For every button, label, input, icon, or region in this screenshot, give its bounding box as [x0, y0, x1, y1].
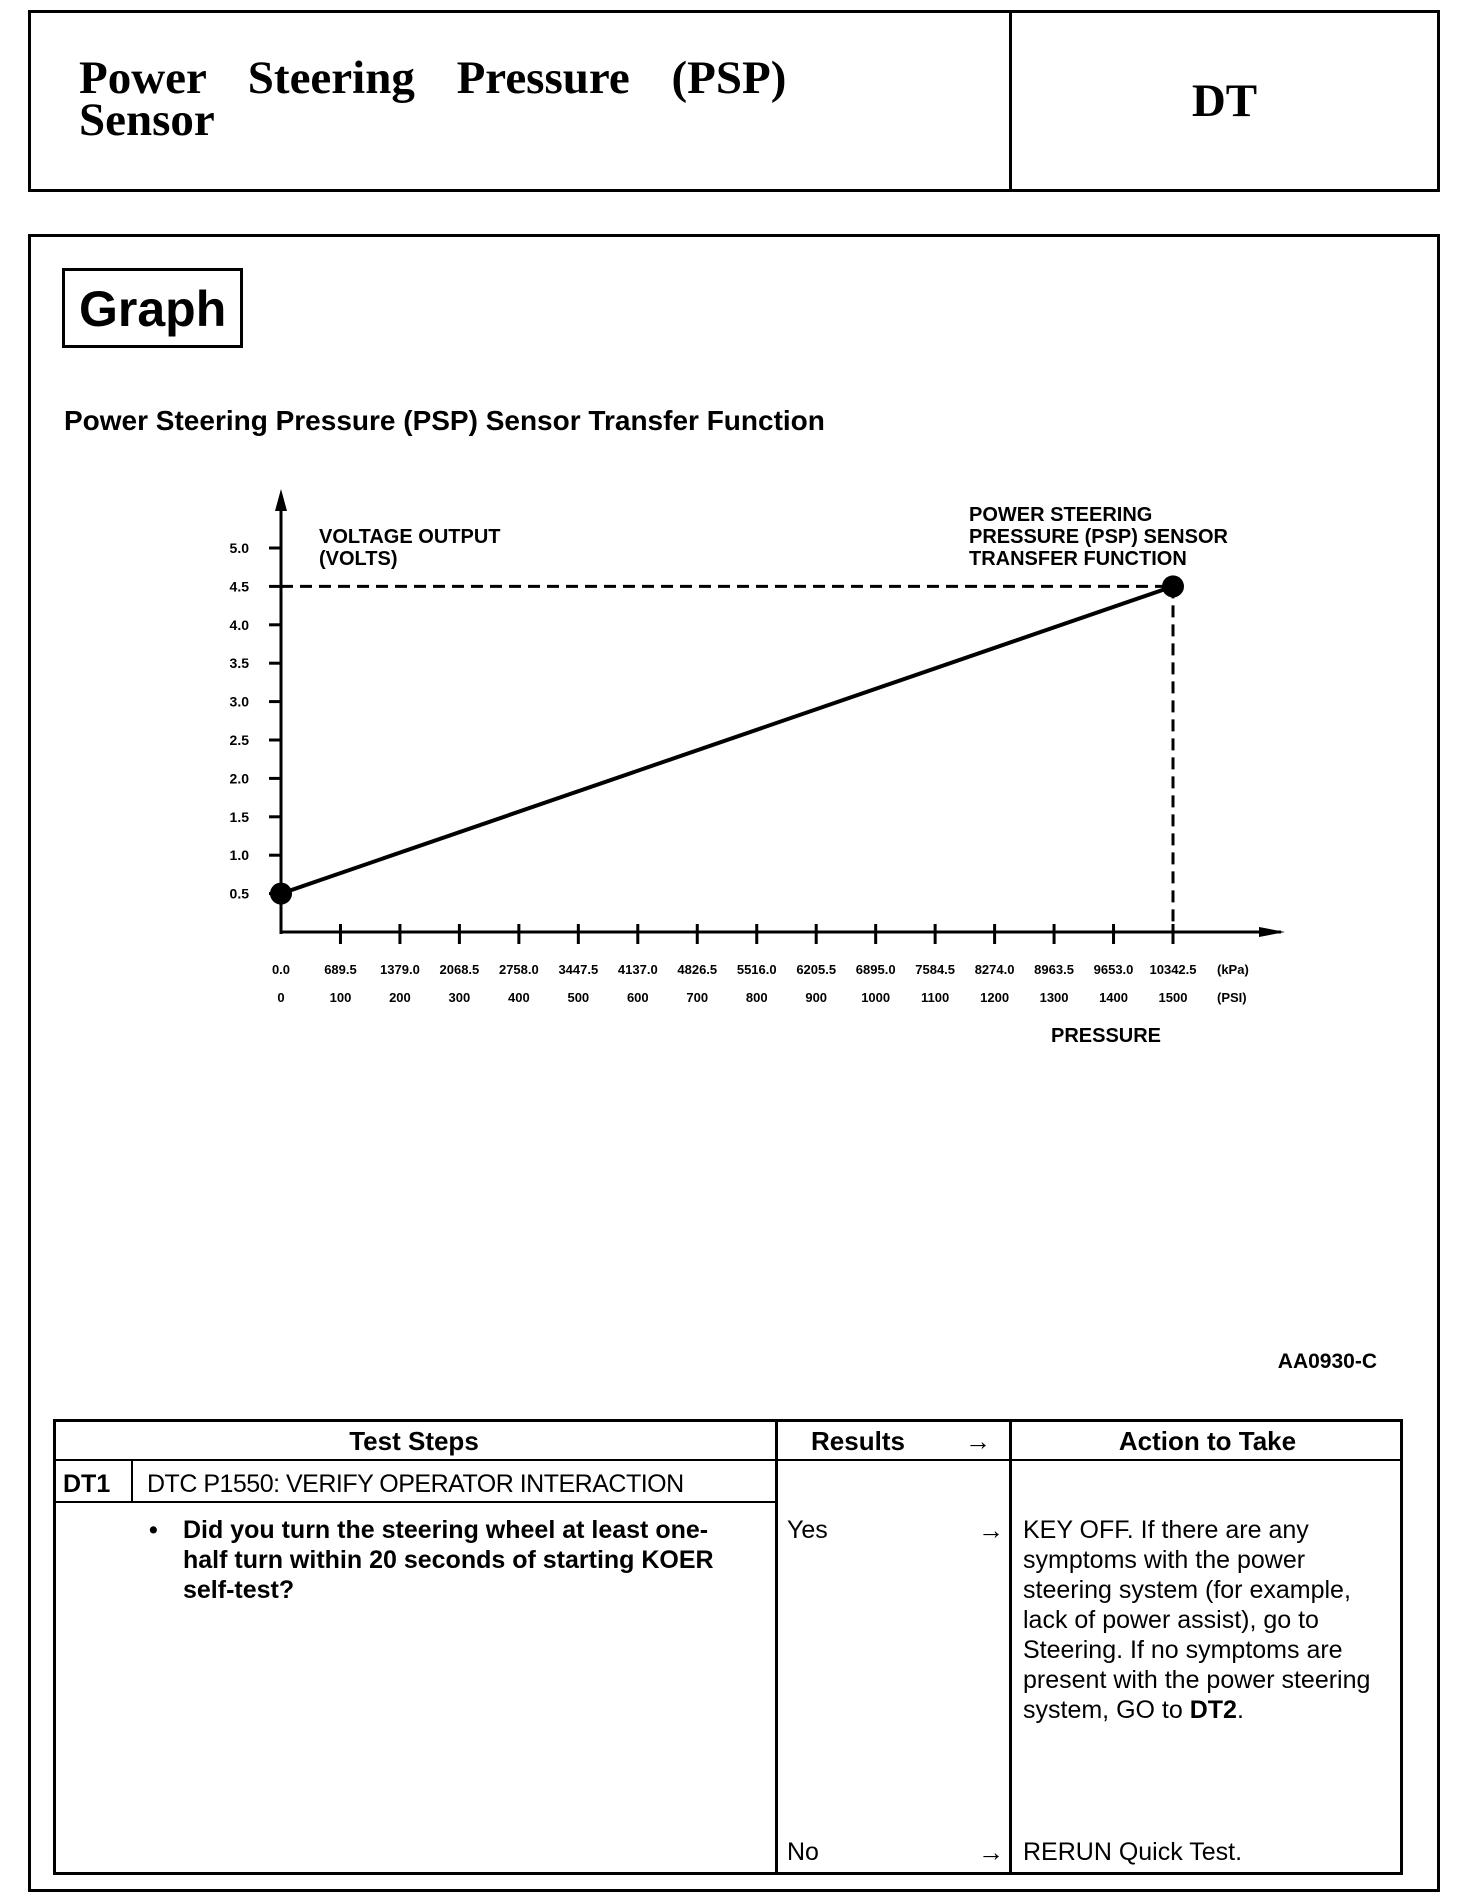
test-steps-table	[53, 1419, 1403, 1875]
result-yes-arrow-icon: →	[978, 1515, 1004, 1545]
result-no: No	[787, 1838, 819, 1866]
x-tick-label-psi: 600	[626, 990, 649, 1005]
y-tick-label: 3.5	[229, 655, 249, 672]
x-tick-label-kpa: 1379.0	[380, 962, 420, 977]
y-tick-label: 1.0	[229, 847, 249, 864]
y-tick-label: 1.5	[229, 808, 249, 825]
x-tick-label-psi: 700	[686, 990, 709, 1005]
x-tick-label-kpa: 6205.5	[796, 962, 837, 977]
y-tick-label: 2.5	[229, 732, 249, 748]
result-yes: Yes	[787, 1516, 828, 1544]
x-tick-label-kpa: 8963.5	[1034, 962, 1074, 977]
figure-id: AA0930-C	[1277, 1350, 1377, 1373]
header-results: Results	[811, 1426, 905, 1456]
x-unit-kpa: (kPa)	[1217, 962, 1249, 977]
x-tick-label-kpa: 4137.0	[617, 962, 658, 977]
chart-title-line: TRANSFER FUNCTION	[969, 548, 1187, 570]
x-tick-label-psi: 900	[805, 990, 828, 1005]
x-tick-label-psi: 1100	[921, 990, 950, 1005]
step-id: DT1	[63, 1470, 111, 1498]
y-tick-label: 4.5	[229, 578, 249, 595]
x-tick-label-psi: 1000	[861, 990, 891, 1005]
x-tick-label-psi: 1400	[1099, 990, 1128, 1005]
header-arrow-icon: →	[965, 1426, 991, 1456]
y-axis-arrow-icon	[275, 489, 287, 511]
y-tick-label: 0.5	[229, 885, 249, 902]
page-header	[28, 10, 1440, 192]
x-axis-label: PRESSURE	[1050, 1025, 1162, 1047]
result-no-arrow-icon: →	[978, 1837, 1004, 1867]
action-no: RERUN Quick Test.	[1023, 1838, 1243, 1866]
content-frame	[28, 234, 1440, 1892]
col-divider-action	[1009, 1419, 1012, 1875]
x-tick-label-kpa: 10342.5	[1149, 962, 1197, 977]
x-tick-label-psi: 1500	[1158, 990, 1188, 1005]
x-tick-label-kpa: 7584.5	[915, 962, 956, 977]
x-tick-label-psi: 0	[277, 990, 285, 1005]
x-tick-label-kpa: 0.0	[271, 962, 291, 977]
chart-title-line: POWER STEERING	[969, 504, 1153, 526]
header-test-steps: Test Steps	[349, 1426, 479, 1456]
x-tick-label-psi: 500	[567, 990, 590, 1005]
x-tick-label-psi: 1300	[1039, 990, 1069, 1005]
x-tick-label-kpa: 5516.0	[736, 962, 777, 977]
x-tick-label-psi: 100	[329, 990, 352, 1005]
y-tick-label: 5.0	[229, 540, 249, 556]
question-bullet: •	[149, 1516, 158, 1544]
y-axis-label: (VOLTS)	[319, 548, 398, 570]
x-tick-label-kpa: 6895.0	[855, 962, 896, 977]
action-yes: KEY OFF. If there are any symptoms with the power steering system (for example, lack of power assist), go to Steering. If no symptoms are present with the power steering system, GO to DT2.	[1023, 1516, 1371, 1724]
data-point	[270, 883, 292, 905]
section-label: Graph	[62, 268, 243, 348]
step-id-divider	[131, 1461, 133, 1503]
x-tick-label-kpa: 4826.5	[677, 962, 718, 977]
x-tick-label-kpa: 2068.5	[439, 962, 480, 977]
x-axis-arrow-icon	[1259, 927, 1285, 937]
x-tick-label-psi: 400	[508, 990, 530, 1005]
x-tick-label-kpa: 689.5	[324, 962, 357, 977]
step-title: DTC P1550: VERIFY OPERATOR INTERACTION	[147, 1470, 684, 1498]
figure-title: Power Steering Pressure (PSP) Sensor Transfer Function	[64, 405, 825, 436]
x-unit-psi: (PSI)	[1217, 990, 1247, 1005]
psp-transfer-chart	[31, 487, 1431, 1337]
x-tick-label-kpa: 8274.0	[974, 962, 1015, 977]
page-title-line1: Power Steering Pressure (PSP)	[79, 52, 787, 104]
x-tick-label-kpa: 2758.0	[498, 962, 539, 977]
y-tick-label: 3.0	[229, 693, 249, 710]
x-tick-label-psi: 800	[745, 990, 768, 1005]
x-tick-label-psi: 1200	[980, 990, 1010, 1005]
x-tick-label-kpa: 3447.5	[558, 962, 599, 977]
y-axis-label: VOLTAGE OUTPUT	[319, 526, 501, 548]
x-tick-label-psi: 200	[389, 990, 411, 1005]
test-question: Did you turn the steering wheel at least one-half turn within 20 seconds of starting KOER self-test?	[183, 1516, 714, 1604]
page-title	[31, 13, 1012, 189]
section-code: DT	[1191, 75, 1258, 127]
page-title-line2: Sensor	[79, 94, 215, 146]
chart-title-line: PRESSURE (PSP) SENSOR	[969, 526, 1228, 548]
data-point	[1162, 575, 1184, 597]
x-tick-label-psi: 300	[448, 990, 471, 1005]
series-line	[281, 586, 1173, 893]
header-action: Action to Take	[1118, 1426, 1297, 1456]
y-tick-label: 4.0	[229, 616, 249, 633]
y-tick-label: 2.0	[229, 770, 249, 787]
x-tick-label-kpa: 9653.0	[1093, 962, 1134, 977]
